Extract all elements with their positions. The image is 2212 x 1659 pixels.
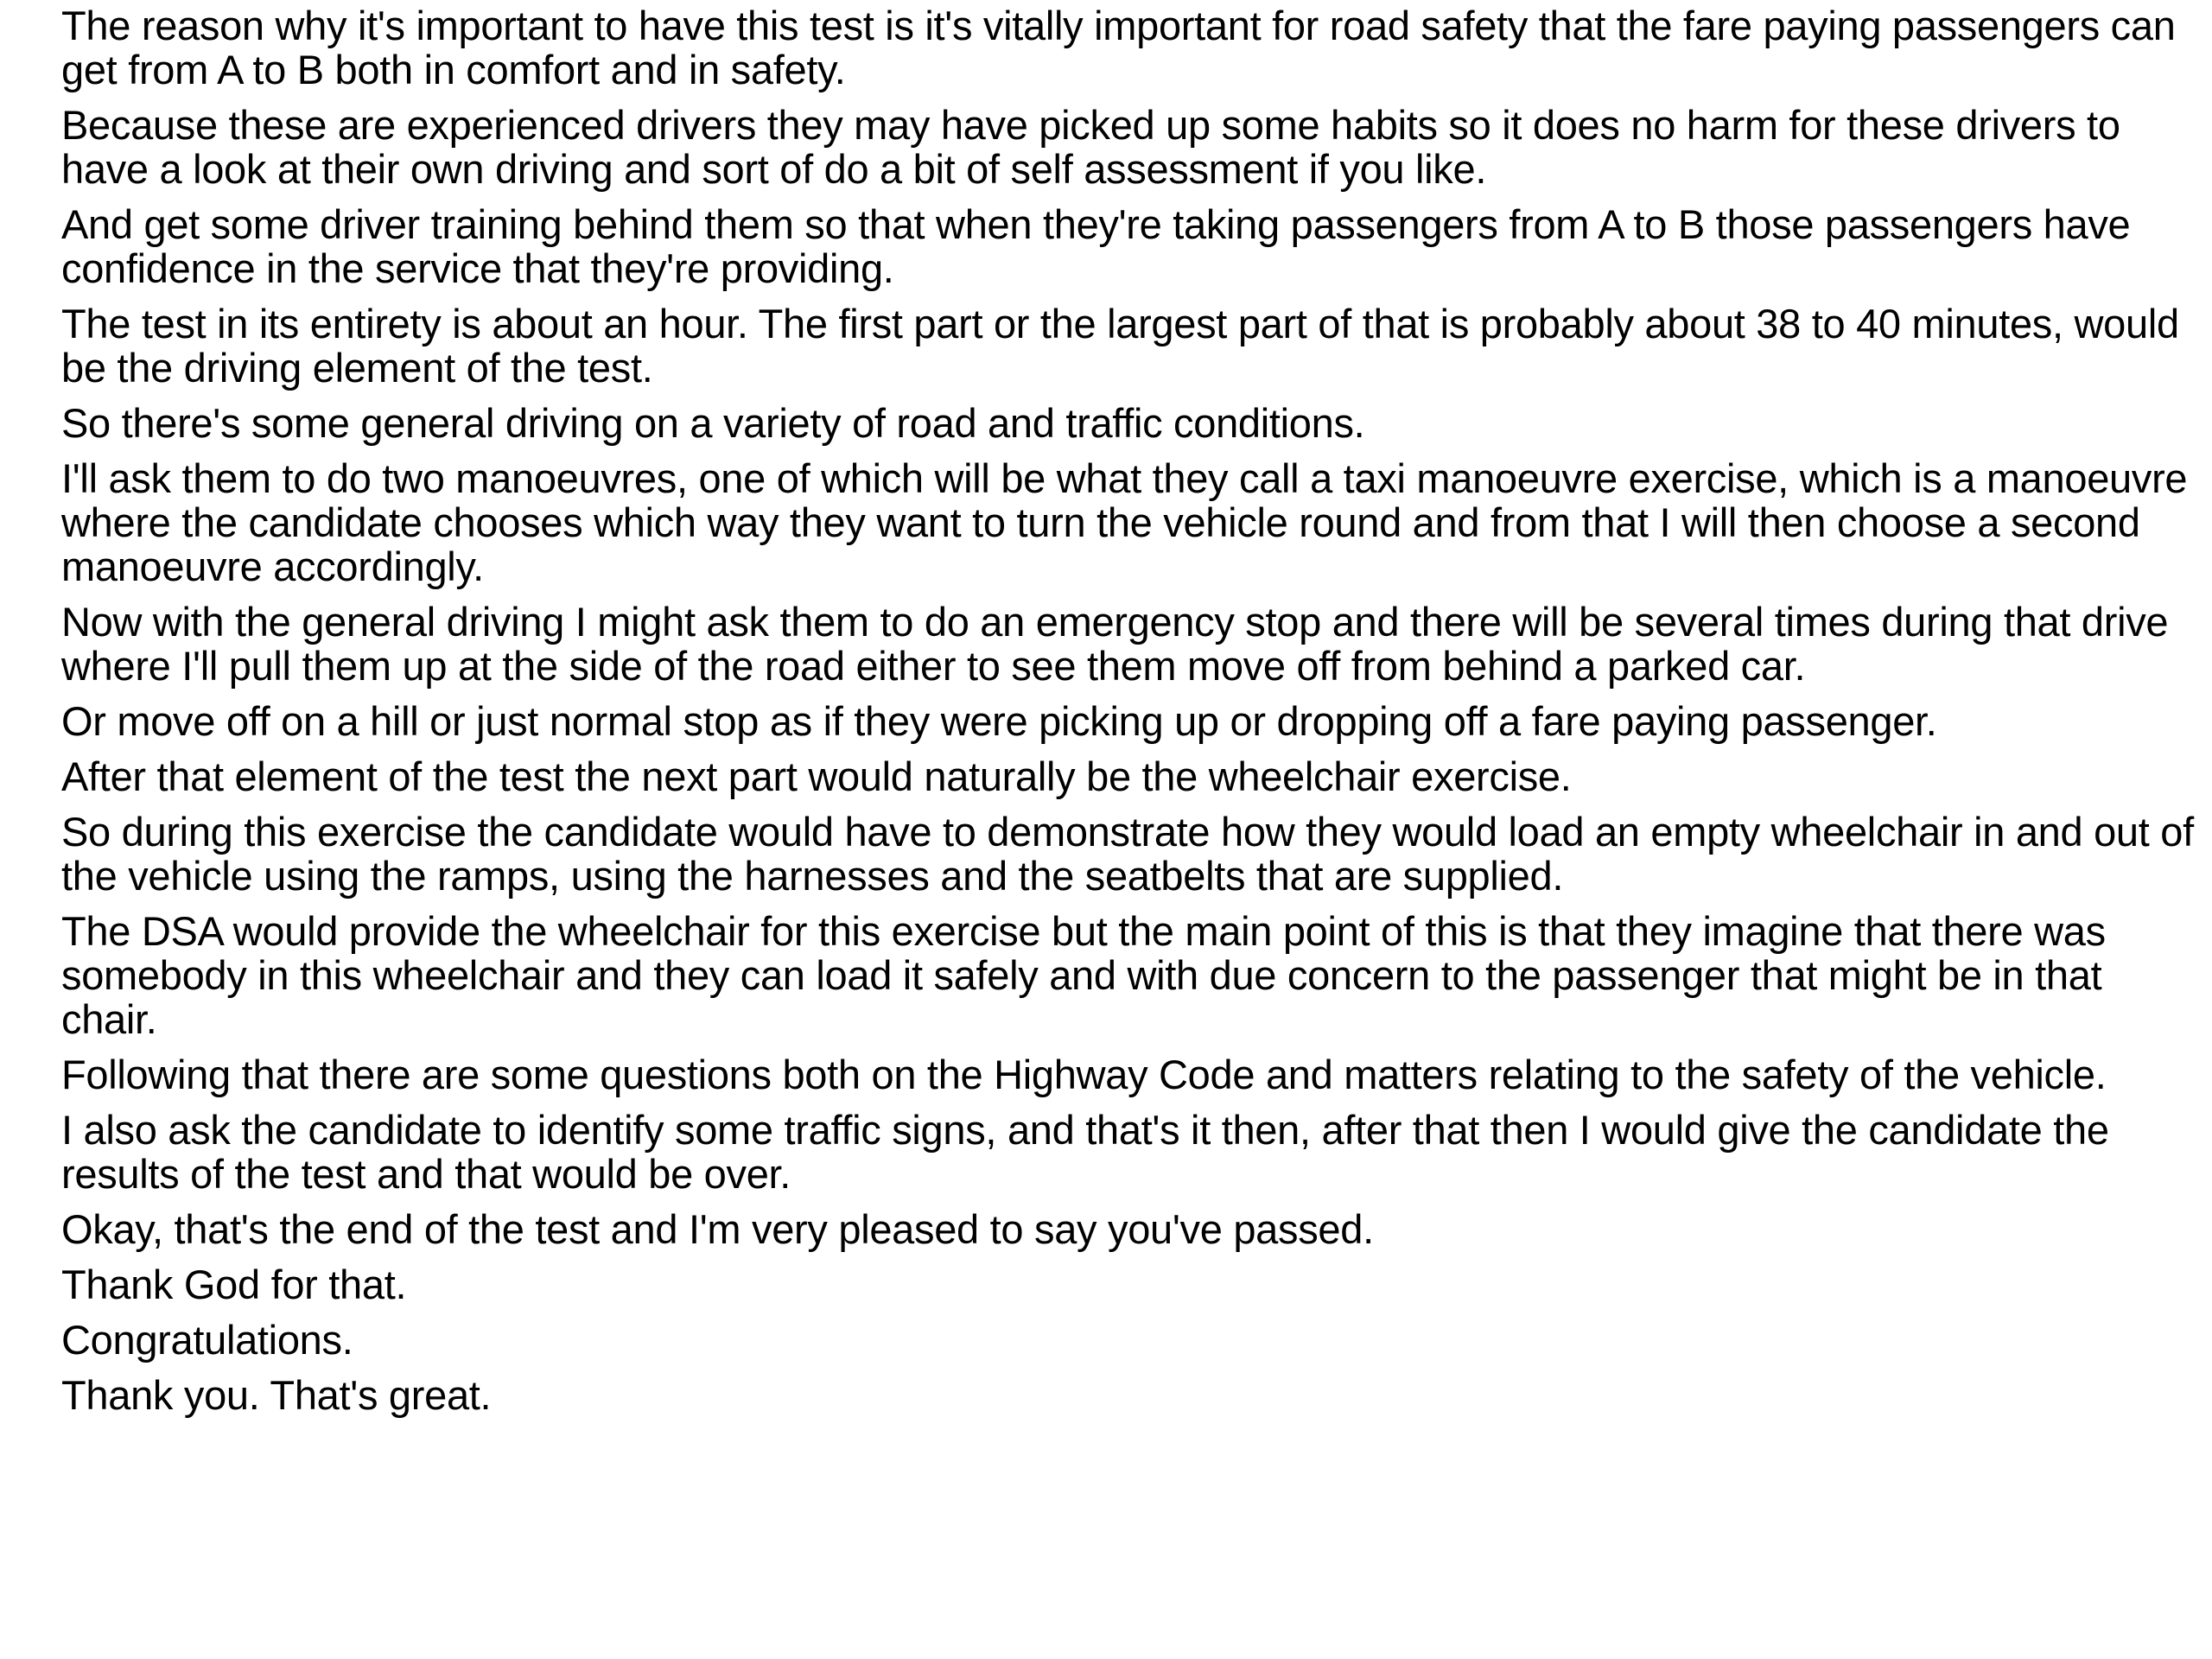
transcript-paragraph: Thank God for that. [61,1262,407,1307]
transcript-paragraph: I'll ask them to do two manoeuvres, one of which will be what they call a taxi manoeuvre exercise, which is a manoeuvre where the candidate chooses which way they want to turn the vehicle round and from that I will then choose a second manoeuvre accordingly. [61,455,2188,589]
transcript-paragraph: The reason why it's important to have this test is it's vitally important for road safety that the fare paying passengers can get from A to B both in comfort and in safety. [61,3,2176,92]
transcript-paragraph: Okay, that's the end of the test and I'm very pleased to say you've passed. [61,1206,1374,1252]
transcript-paragraph: Because these are experienced drivers they may have picked up some habits so it does no harm for these drivers to have a look at their own driving and sort of do a bit of self assessment if you like. [61,102,2120,192]
transcript-paragraph: The DSA would provide the wheelchair for this exercise but the main point of this is that they imagine that there was somebody in this wheelchair and they can load it safely and with due concern to the passenger that might be in that chair. [61,908,2106,1042]
transcript-paragraph: So there's some general driving on a variety of road and traffic conditions. [61,400,1365,446]
transcript-paragraph: Following that there are some questions both on the Highway Code and matters relating to the safety of the vehicle. [61,1052,2107,1097]
transcript-paragraph: I also ask the candidate to identify some traffic signs, and that's it then, after that then I would give the candidate the results of the test and that would be over. [61,1107,2109,1197]
transcript-paragraph: So during this exercise the candidate would have to demonstrate how they would load an empty wheelchair in and out of the vehicle using the ramps, using the harnesses and the seatbelts that are supplied. [61,809,2194,899]
transcript-paragraph: Now with the general driving I might ask them to do an emergency stop and there will be several times during that drive where I'll pull them up at the side of the road either to see them move off from behind a parked car. [61,599,2169,689]
transcript-paragraph: Congratulations. [61,1317,353,1363]
transcript-paragraph: After that element of the test the next part would naturally be the wheelchair exercise. [61,753,1572,799]
transcript-body [61,3,2204,1417]
transcript-paragraph: The test in its entirety is about an hour. The first part or the largest part of that is probably about 38 to 40 minutes, would be the driving element of the test. [61,301,2179,391]
transcript-paragraph: Or move off on a hill or just normal stop as if they were picking up or dropping off a fare paying passenger. [61,698,1937,744]
transcript-paragraph: Thank you. That's great. [61,1372,492,1418]
transcript-paragraph: And get some driver training behind them so that when they're taking passengers from A to B those passengers have confidence in the service that they're providing. [61,201,2131,291]
